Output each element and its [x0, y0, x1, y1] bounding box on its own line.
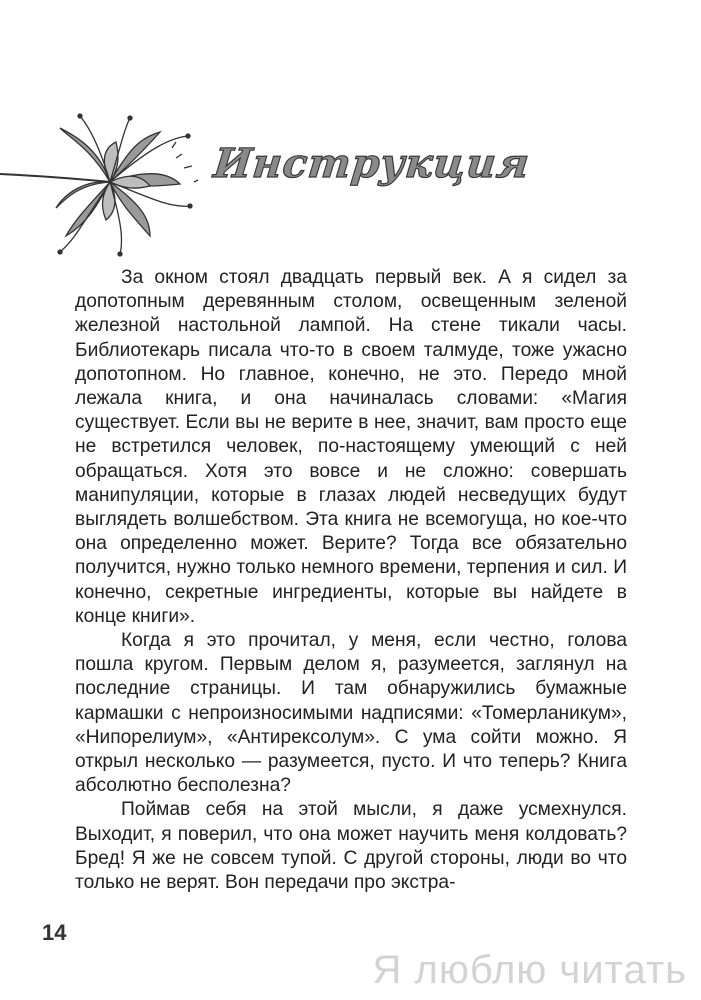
body-text [75, 266, 627, 895]
watermark-text: Я люблю читать [372, 948, 687, 992]
page-number: 14 [42, 920, 67, 945]
flower-illustration [0, 108, 210, 258]
paragraph: Поймав себя на этой мысли, я даже усмехнулся. Выходит, я поверил, что она может научить меня колдовать? Бред! Я же не совсем тупой. С другой стороны, люди во что только не верят. Вон передачи про экстра- [75, 799, 627, 894]
paragraph: За окном стоял двадцать первый век. А я сидел за допотопным деревянным столом, освещенным зеленой железной настольной лампой. На стене тикали часы. Библиотекарь писала что-то в своем талмуде, тоже ужасно допотопном. Но главное, конечно, не это. Передо мной лежала книга, и она начиналась словами: «Магия существует. Если вы не верите в нее, значит, вам просто еще не встретился человек, по-настоящему умеющий с ней обращаться. Хотя это вовсе и не сложно: совершать манипуляции, которые в глазах людей несведущих будут выглядеть волшебством. Эта книга не всемогуща, но кое-что она определенно может. Верите? Тогда все обязательно получится, нужно только немного времени, терпения и сил. И конечно, секретные ингредиенты, которые вы найдете в конце книги». [75, 267, 627, 627]
chapter-title: Инструкция [211, 140, 533, 187]
paragraph: Когда я это прочитал, у меня, если честно, голова пошла кругом. Первым делом я, разумеется, заглянул на последние страницы. И там обнаружились бумажные кармашки с непроизносимыми надписями: «Томерланикум», «Нипорелиум», «Антирексолум». С ума сойти можно. Я открыл несколько — разумеется, пусто. И что теперь? Книга абсолютно бесполезна? [75, 630, 627, 797]
